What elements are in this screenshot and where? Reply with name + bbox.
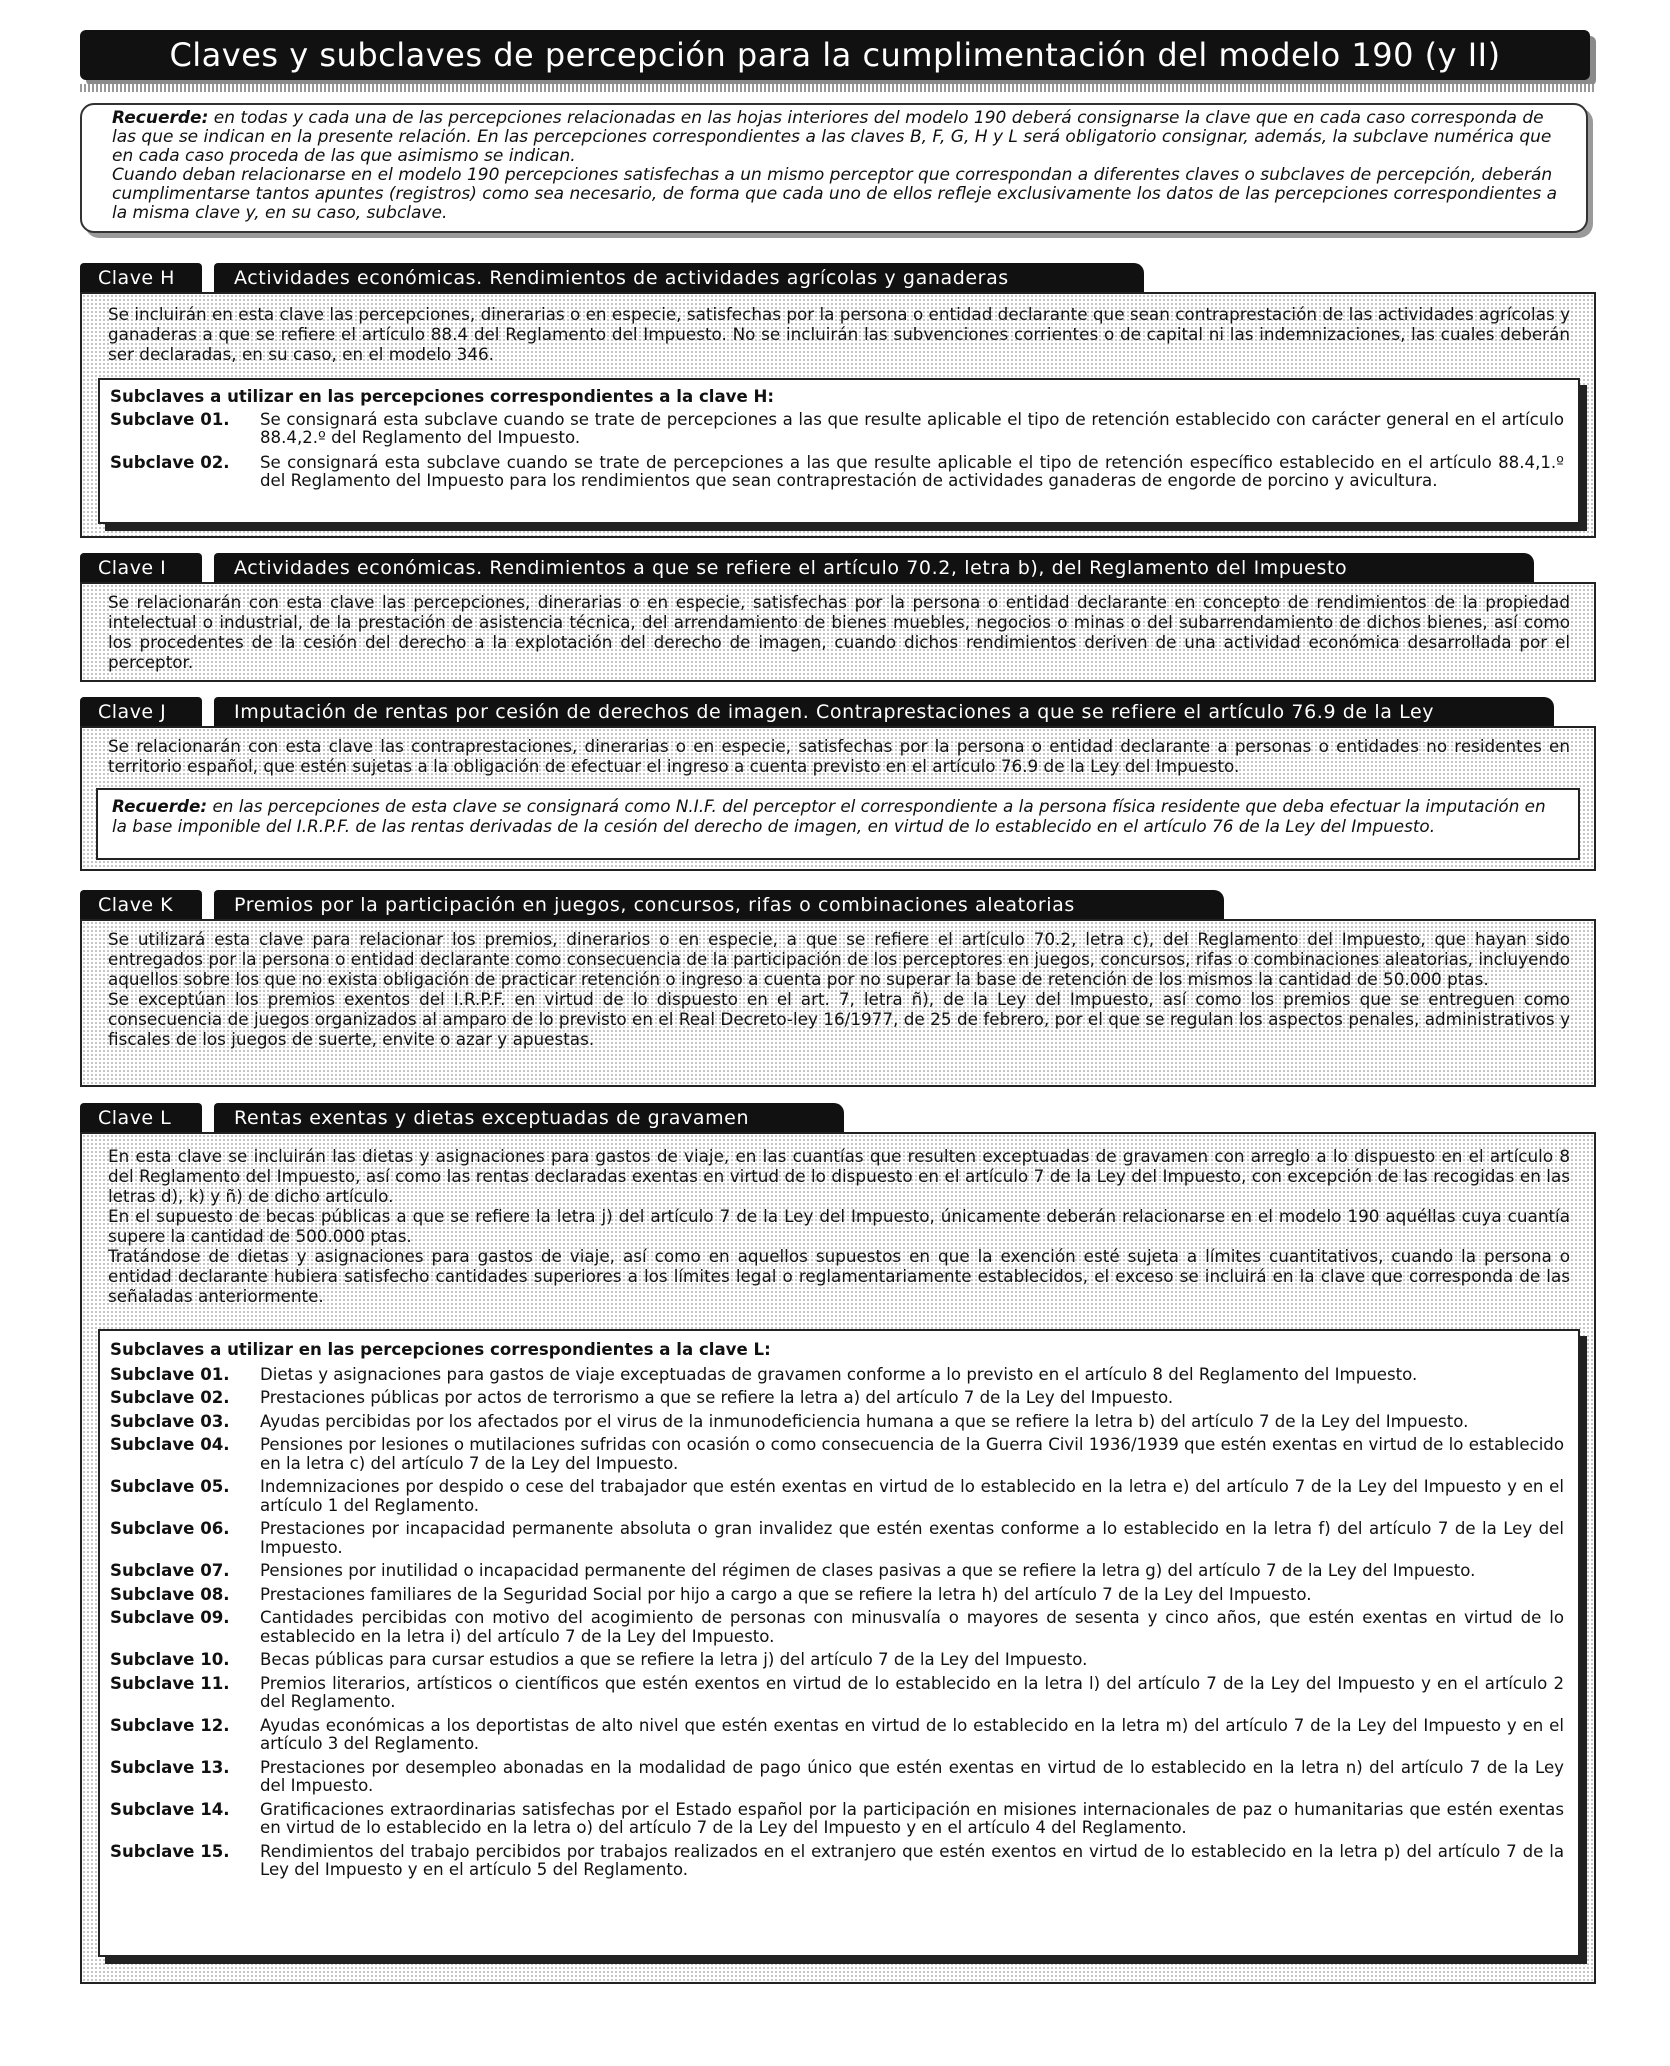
subclave-text: Indemnizaciones por despido o cese del trabajador que estén exentas en virtud de lo establecido en la letra e) del artículo 7 de la Ley del Impuesto y en el artículo 1 del Reglamento. [260,1477,1564,1515]
subclave-text: Dietas y asignaciones para gastos de viaje exceptuadas de gravamen conforme a lo previsto en el artículo 8 del Reglamento del Impuesto. [260,1364,1418,1384]
subclave-text: Pensiones por inutilidad o incapacidad permanente del régimen de clases pasivas a que se refiere la letra g) del artículo 7 de la Ley del Impuesto. [260,1561,1476,1580]
subclave-text: Premios literarios, artísticos o científicos que estén exentos en virtud de lo establecido en la letra l) del artículo 7 de la Ley del Impuesto y en el artículo 2 del Reglamento. [260,1673,1564,1711]
clave-h-label: Clave H [98,267,175,289]
list-item [110,1675,1564,1712]
title-divider [80,84,1596,92]
clave-k-tab [80,890,202,920]
list-item [110,1843,1564,1880]
clave-k-text-1: Se utilizará esta clave para relacionar los premios, dinerarios o en especie, a que se refiere el artículo 70.2, letra c), del Reglamento del Impuesto, que hayan sido entregados por la persona o entidad declarante como consecuencia de la participación de los perceptores en juegos, concursos, rifas o combinaciones aleatorias, incluyendo aquellos sobre los que no exista obligación de practicar retención o ingreso a cuenta por no superar la base de retención de los mismos la cantidad de 50.000 ptas. [108,929,1570,989]
list-item [110,1651,1564,1670]
clave-l-label: Clave L [98,1107,172,1129]
clave-i-text: Se relacionarán con esta clave las percepciones, dinerarias o en especie, satisfechas por la persona o entidad declarante en concepto de rendimientos de la propiedad intelectual o industrial, de la prestación de asistencia técnica, del arrendamiento de bienes muebles, negocios o minas o del subarrendamiento de dichos bienes, así como los procedentes de la cesión del derecho a la explotación del derecho de imagen, cuando dichos rendimientos deriven de una actividad económica desarrollada por el perceptor. [108,592,1570,672]
clave-h-text: Se incluirán en esta clave las percepciones, dinerarias o en especie, satisfechas por la persona o entidad declarante que sean contraprestación de las actividades agrícolas y ganaderas a que se refiere el artículo 88.4 del Reglamento del Impuesto. No se incluirán las subvenciones corrientes o de capital ni las indemnizaciones, las cuales deberán ser declaradas, en su caso, en el modelo 346. [108,304,1570,364]
clave-j-section [80,726,1596,871]
clave-l-description-text: Rentas exentas y dietas exceptuadas de gravamen [234,1107,750,1129]
subclave-label: Subclave 03. [110,1411,230,1431]
clave-h-description-text: Actividades económicas. Rendimientos de actividades agrícolas y ganaderas [234,267,1009,289]
clave-h-subclaves-title: Subclaves a utilizar en las percepciones correspondientes a la clave H: [110,387,775,406]
subclave-text: Prestaciones por desempleo abonadas en la modalidad de pago único que estén exentas en virtud de lo establecido en la letra n) del artículo 7 de la Ley del Impuesto. [260,1757,1564,1795]
clave-j-recuerde-label: Recuerde: [112,796,208,816]
subclave-text: Se consignará esta subclave cuando se trate de percepciones a las que resulte aplicable el tipo de retención establecido con carácter general en el artículo 88.4,2.º del Reglamento del Impuesto. [260,409,1564,447]
subclave-label: Subclave 13. [110,1757,230,1777]
subclave-text: Gratificaciones extraordinarias satisfechas por el Estado español por la participación en misiones internacionales de paz o humanitarias que estén exentas en virtud de lo establecido en la letra o) del artículo 7 de la Ley del Impuesto y en el artículo 4 del Reglamento. [260,1799,1564,1837]
subclave-text: Becas públicas para cursar estudios a que se refiere la letra j) del artículo 7 de la Ley del Impuesto. [260,1650,1088,1669]
clave-k-section [80,919,1596,1087]
list-item [110,1389,1564,1408]
clave-j-tab [80,697,202,727]
subclave-label: Subclave 15. [110,1841,230,1861]
subclave-label: Subclave 01. [110,1364,230,1384]
clave-l-description [214,1103,844,1133]
subclave-label: Subclave 10. [110,1650,230,1669]
list-item [110,411,1564,448]
subclave-text: Ayudas económicas a los deportistas de alto nivel que estén exentas en virtud de lo establecido en la letra m) del artículo 7 de la Ley del Impuesto y en el artículo 3 del Reglamento. [260,1715,1564,1753]
recuerde-label: Recuerde: [112,108,209,128]
subclave-label: Subclave 14. [110,1799,230,1819]
clave-j-description [214,697,1554,727]
subclave-label: Subclave 04. [110,1435,230,1454]
subclave-label: Subclave 07. [110,1561,230,1580]
clave-k-label: Clave K [98,894,174,916]
subclave-text: Se consignará esta subclave cuando se trate de percepciones a las que resulte aplicable el tipo de retención específico establecido en el artículo 88.4,1.º del Reglamento del Impuesto para los rendimientos que sean contraprestación de actividades ganaderas de engorde de porcino y avicultura. [260,452,1564,490]
subclave-label: Subclave 02. [110,1388,230,1407]
subclave-label: Subclave 11. [110,1673,230,1693]
clave-j-text: Se relacionarán con esta clave las contraprestaciones, dinerarias o en especie, satisfechas por la persona o entidad declarante a personas o entidades no residentes en territorio español, que estén sujetas a la obligación de efectuar el ingreso a cuenta previsto en el artículo 76.9 de la Ley del Impuesto. [108,736,1570,776]
subclave-text: Pensiones por lesiones o mutilaciones sufridas con ocasión o como consecuencia de la Guerra Civil 1936/1939 que estén exentas en virtud de lo establecido en la letra c) del artículo 7 de la Ley del Impuesto. [260,1435,1564,1473]
list-item [110,1413,1564,1432]
clave-j-description-text: Imputación de rentas por cesión de derechos de imagen. Contraprestaciones a que se refiere el artículo 76.9 de la Ley [234,701,1435,723]
list-item [110,1478,1564,1515]
clave-l-text-2: En el supuesto de becas públicas a que se refiere la letra j) del artículo 7 de la Ley del Impuesto, únicamente deberán relacionarse en el modelo 190 aquéllas cuya cuantía supere la cantidad de 500.000 ptas. [108,1206,1570,1246]
clave-j-label: Clave J [98,701,167,723]
subclave-text: Prestaciones familiares de la Seguridad Social por hijo a cargo a que se refiere la letra h) del artículo 7 de la Ley del Impuesto. [260,1584,1312,1604]
subclave-text: Cantidades percibidas con motivo del acogimiento de personas con minusvalía o mayores de sesenta y cinco años, que estén exentas en virtud de lo establecido en la letra i) del artículo 7 de la Ley del Impuesto. [260,1608,1564,1646]
subclave-label: Subclave 06. [110,1519,230,1538]
subclave-label: Subclave 08. [110,1584,230,1604]
clave-i-description-text: Actividades económicas. Rendimientos a que se refiere el artículo 70.2, letra b), del Reglamento del Impuesto [234,557,1348,579]
subclave-text: Rendimientos del trabajo percibidos por trabajos realizados en el extranjero que estén exentos en virtud de lo establecido en la letra p) del artículo 7 de la Ley del Impuesto y en el artículo 5 del Reglamento. [260,1841,1564,1879]
clave-h-tab [80,263,202,293]
clave-j-recuerde [96,788,1580,860]
clave-l-text-1: En esta clave se incluirán las dietas y asignaciones para gastos de viaje, en las cuantías que resulten exceptuadas de gravamen con arreglo a lo dispuesto en el artículo 8 del Reglamento del Impuesto, así como las rentas declaradas exentas en virtud de lo dispuesto en el artículo 7 de la Ley del Impuesto, con excepción de las recogidas en las letras d), k) y ñ) de dicho artículo. [108,1146,1570,1206]
list-item [110,1520,1564,1557]
subclave-label: Subclave 09. [110,1608,230,1627]
list-item [110,1562,1564,1581]
clave-l-body [108,1146,1570,1306]
subclave-label: Subclave 01. [110,409,230,429]
clave-j-recuerde-text: en las percepciones de esta clave se consignará como N.I.F. del perceptor el correspondiente a la persona física residente que deba efectuar la imputación en la base imponible del I.R.P.F. de las rentas derivadas de la cesión del derecho de imagen, en virtud de lo establecido en el artículo 76 de la Ley del Impuesto. [112,796,1546,836]
list-item [110,1366,1564,1385]
subclave-text: Prestaciones por incapacidad permanente absoluta o gran invalidez que estén exentas conforme a lo establecido en la letra f) del artículo 7 de la Ley del Impuesto. [260,1519,1564,1557]
page-title [80,30,1590,80]
clave-h-description [214,263,1144,293]
list-item [110,454,1564,491]
clave-i-section [80,582,1596,682]
clave-i-description [214,553,1534,583]
clave-k-description [214,890,1224,920]
clave-l-tab [80,1103,202,1133]
clave-k-description-text: Premios por la participación en juegos, concursos, rifas o combinaciones aleatorias [234,894,1075,916]
subclave-label: Subclave 02. [110,452,230,472]
clave-h-section [80,292,1596,538]
list-item [110,1436,1564,1473]
clave-l-text-3: Tratándose de dietas y asignaciones para gastos de viaje, así como en aquellos supuestos en que la exención esté sujeta a límites cuantitativos, cuando la persona o entidad declarante hubiera satisfecho cantidades superiores a los límites legal o reglamentariamente establecidos, el exceso se incluirá en la clave que corresponda de las señaladas anteriormente. [108,1246,1570,1306]
clave-i-tab [80,553,202,583]
recuerde-paragraph-1 [112,109,1564,166]
clave-i-label: Clave I [98,557,167,579]
subclave-label: Subclave 12. [110,1715,230,1735]
recuerde-text-2: Cuando deban relacionarse en el modelo 190 percepciones satisfechas a un mismo perceptor que correspondan a diferentes claves o subclaves de percepción, deberán cumplimentarse tantos apuntes (registros) como sea necesario, de forma que cada uno de ellos refleje exclusivamente los datos de las percepciones correspondientes a la misma clave y, en su caso, subclave. [112,165,1558,223]
subclave-text: Ayudas percibidas por los afectados por el virus de la inmunodeficiencia humana a que se refiere la letra b) del artículo 7 de la Ley del Impuesto. [260,1411,1469,1431]
list-item [110,1801,1564,1838]
page-title-text: Claves y subclaves de percepción para la cumplimentación del modelo 190 (y II) [169,36,1501,74]
list-item [110,1609,1564,1646]
list-item [110,1586,1564,1605]
clave-l-subclaves [98,1329,1580,1957]
subclave-text: Prestaciones públicas por actos de terrorismo a que se refiere la letra a) del artículo 7 de la Ley del Impuesto. [260,1388,1174,1407]
clave-l-section [80,1132,1596,1984]
recuerde-note [80,103,1588,233]
list-item [110,1717,1564,1754]
clave-l-subclaves-title: Subclaves a utilizar en las percepciones correspondientes a la clave L: [110,1340,771,1359]
recuerde-text-1: en todas y cada una de las percepciones relacionadas en las hojas interiores del modelo 190 deberá consignarse la clave que en cada caso corresponda de las que se indican en la presente relación. En las percepciones correspondientes a las claves B, F, G, H y L será obligatorio consignar, además, la subclave numérica que en cada caso proceda de las que asimismo se indican. [112,108,1552,166]
subclave-label: Subclave 05. [110,1477,230,1496]
clave-h-subclaves [98,378,1580,524]
clave-k-body [108,929,1570,1049]
list-item [110,1759,1564,1796]
clave-k-text-2: Se exceptúan los premios exentos del I.R.P.F. en virtud de lo dispuesto en el art. 7, letra ñ), de la Ley del Impuesto, así como los premios que se entreguen como consecuencia de juegos organizados al amparo de lo previsto en el Real Decreto-ley 16/1977, de 25 de febrero, por el que se regulan los aspectos penales, administrativos y fiscales de los juegos de suerte, envite o azar y apuestas. [108,989,1570,1049]
